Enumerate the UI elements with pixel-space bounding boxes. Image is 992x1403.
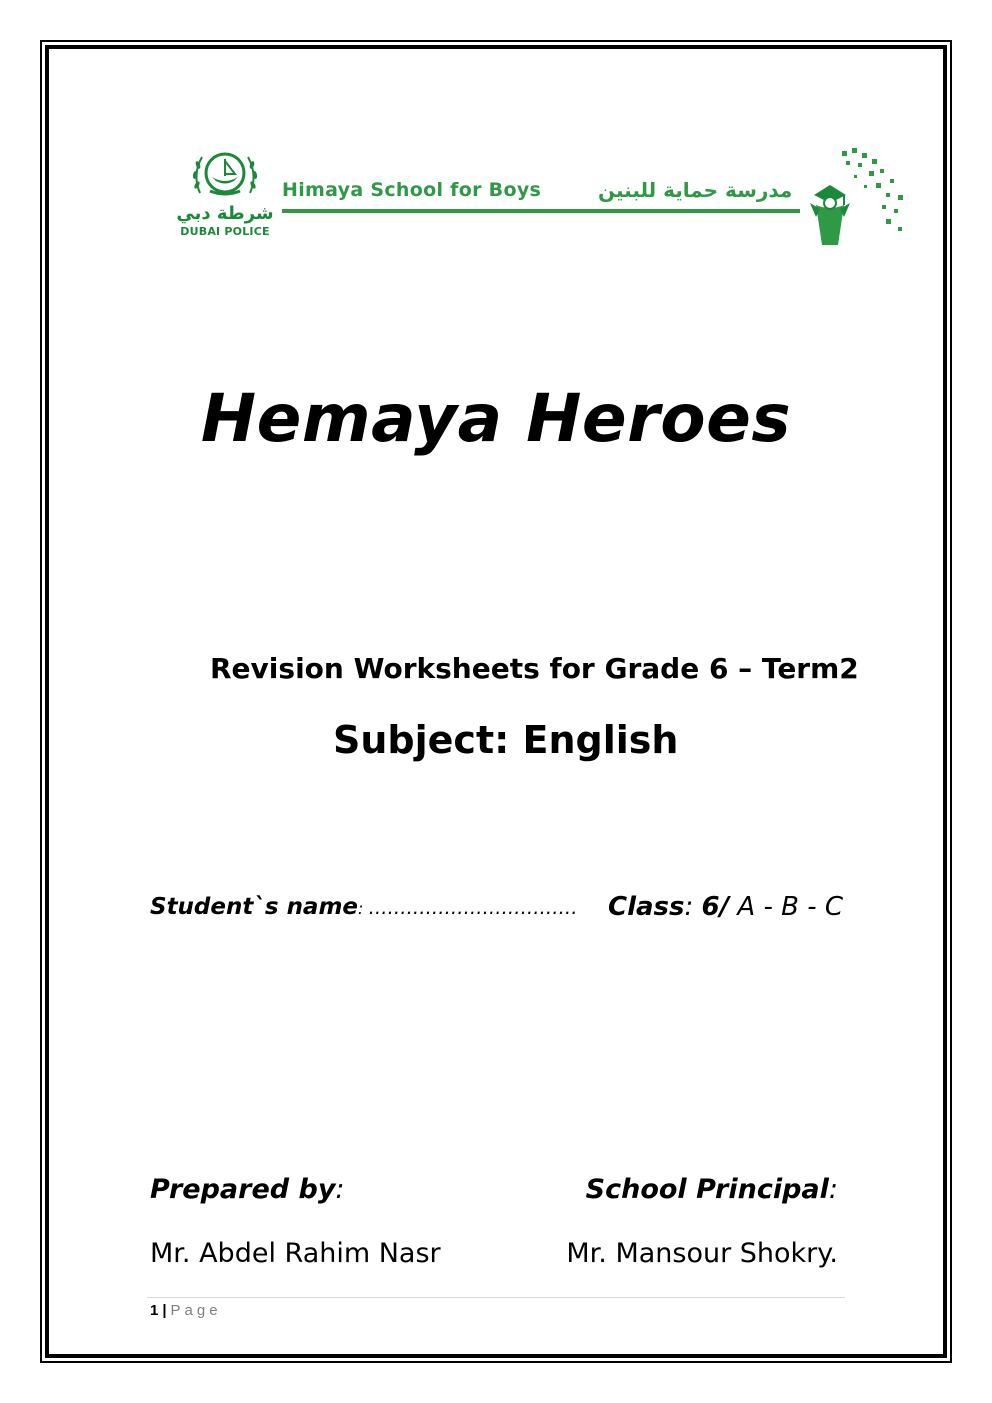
student-name-field[interactable]: …………………………… [368,897,578,919]
school-principal-label: School Principal: [585,1174,838,1205]
student-name-colon: : [358,899,364,918]
preparer-name: Mr. Abdel Rahim Nasr [150,1238,441,1269]
header-divider-line [282,209,800,213]
student-info-row [150,892,843,922]
school-header [170,145,910,255]
document-subtitle: Revision Worksheets for Grade 6 – Term2 [210,652,859,685]
class-info [608,892,843,922]
subject-heading: Subject: English [333,718,679,762]
himaya-school-logo-icon [806,145,916,255]
page-footer [150,1302,222,1319]
student-name-label: Student`s name [150,894,359,920]
document-title: Hemaya Heroes [200,380,792,457]
page-word: Page [170,1302,222,1319]
page-number: 1 [150,1302,159,1319]
class-sections: A - B - C [737,892,843,922]
class-grade: 6/ [701,892,730,922]
footer-divider [147,1297,845,1298]
footer-separator: | [162,1302,167,1319]
prepared-by-label: Prepared by: [150,1174,345,1205]
police-name-english: DUBAI POLICE [180,225,270,238]
class-label: Class [608,892,685,922]
school-name-arabic: مدرسة حماية للبنين [598,178,793,202]
class-colon: : [684,892,694,922]
police-name-arabic: شرطة دبي [176,203,274,224]
school-name-english: Himaya School for Boys [282,179,542,201]
principal-name: Mr. Mansour Shokry. [566,1238,838,1269]
